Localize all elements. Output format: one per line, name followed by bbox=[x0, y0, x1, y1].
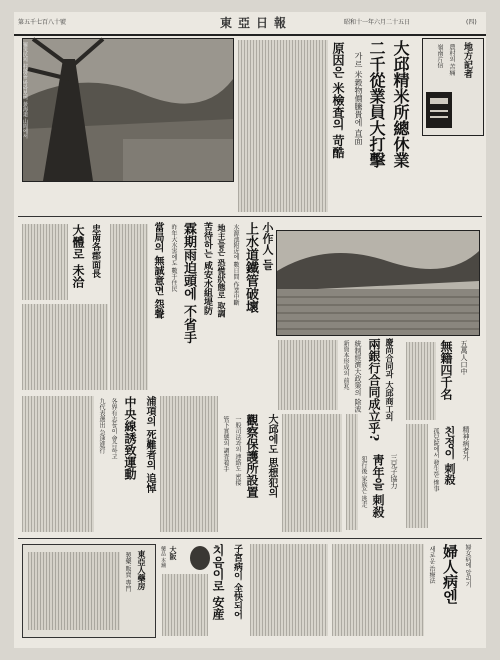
newspaper-title: 東亞日報 bbox=[220, 16, 293, 30]
thought-subhead: 一般司法과의 連絡도 密接 bbox=[234, 416, 241, 486]
thought-subhead-b: 管下實態의 調査着手 bbox=[222, 416, 229, 472]
thought-story-body bbox=[282, 414, 342, 532]
book-emblem bbox=[424, 90, 454, 130]
memorial-subhead: 各界有志들이 會合하고 bbox=[110, 398, 117, 460]
flood-headline-b: 霖期雨迫頭에 不省手 bbox=[181, 222, 196, 344]
women-subhead: 새로운 治療法 bbox=[428, 546, 435, 584]
mayor-headline-a: 忠南各郡面長 bbox=[90, 224, 100, 278]
page-marker: (四) bbox=[466, 19, 477, 26]
pregnant-side-text bbox=[162, 574, 208, 636]
women-headline-b: 婦人病엔 bbox=[441, 544, 459, 604]
pregnant-story-body bbox=[250, 544, 328, 636]
bank-subhead: 統制經濟大政策의 除波 bbox=[354, 340, 362, 413]
memorial-story-body bbox=[22, 396, 94, 532]
side-box-line-b: 嶺南片信 bbox=[436, 44, 443, 68]
masthead bbox=[14, 12, 486, 36]
fire-story-body bbox=[406, 342, 436, 420]
water-subhead-b: 地主들은 恐慌狀態로 取調 bbox=[217, 224, 227, 318]
ad-right-title: 大阪 bbox=[169, 546, 178, 560]
stab-headline-b: 靑年을 刺殺 bbox=[371, 454, 385, 519]
bank-story-body bbox=[278, 340, 338, 410]
thought-headline-b: 觀察保護所設置 bbox=[245, 414, 259, 498]
column-rule bbox=[18, 216, 482, 217]
women-story-body bbox=[332, 544, 424, 636]
flood-story-body bbox=[110, 224, 148, 390]
top-subhead-a: 가르 米穀物價騰貴에 直面 bbox=[354, 52, 363, 146]
top-subhead-b: 原因은 米檢査의 苛酷 bbox=[331, 42, 345, 159]
side-box-header: 地方記者 bbox=[462, 42, 472, 78]
water-subhead: 水源池附近에 數日間 作業中斷 bbox=[232, 224, 239, 306]
landscape-photo bbox=[22, 38, 234, 182]
bank-subhead-b: 新資本形成의 前兆 bbox=[342, 340, 349, 390]
top-headline-b: 二千從業員大打擊 bbox=[367, 40, 386, 168]
madman-headline-a: 精神病者가 bbox=[462, 426, 470, 461]
madman-subhead: 孤兒院에서 發生한 慘事 bbox=[432, 428, 439, 492]
memorial-subhead-b: 九代表選出 急速進行 bbox=[98, 398, 105, 454]
pregnant-headline-a: 子宮病이 全快되어 bbox=[232, 544, 242, 620]
date-line: 昭和十一年六月二十五日 bbox=[344, 19, 411, 26]
bank-headline-a: 慶尚合同과 大邱商工의 bbox=[385, 338, 395, 421]
lower-rule bbox=[18, 538, 482, 539]
newspaper-page bbox=[14, 12, 486, 648]
photo-caption: 罹災民의 村落을 바라보며 黃海道 山間에서 bbox=[22, 42, 28, 139]
flood-subhead-b: 當局의 無誠意면 怨聲 bbox=[152, 222, 163, 319]
mayor-story-body bbox=[22, 224, 68, 300]
madman-story-body bbox=[406, 424, 428, 528]
field-photo bbox=[276, 230, 480, 336]
memorial-headline-b: 中央線誘致運動 bbox=[123, 396, 137, 480]
top-story-body bbox=[238, 40, 328, 212]
women-headline-a: 婦女病에 알리기 bbox=[464, 544, 471, 588]
water-headline-b: 上水道鐵管破壞 bbox=[243, 222, 258, 313]
side-box-line-a: 農村의 苦痛 bbox=[448, 44, 455, 76]
water-headline-a: 小作人 들 bbox=[261, 222, 274, 270]
stab-headline-a: 三兄子協力 bbox=[390, 454, 398, 489]
bank-headline-b: 兩銀行合同成立乎? bbox=[367, 338, 381, 442]
ad-left-title: 東亞人藥房 bbox=[137, 550, 147, 590]
thought-headline-a: 大邱에도 思想犯의 bbox=[266, 414, 277, 498]
stab-story-body bbox=[346, 414, 358, 530]
flood-subhead: 昨年大水害에도 數千住民 bbox=[170, 224, 177, 292]
issue-number: 第五千七百八十號 bbox=[18, 19, 67, 26]
left-column-text bbox=[22, 304, 108, 390]
ad-right-line: 藥品 本舖 bbox=[160, 546, 166, 568]
fire-headline-b: 無籍四千名 bbox=[439, 340, 453, 400]
mayor-headline-b: 大體로 未洽 bbox=[71, 224, 85, 289]
center-column-text bbox=[160, 396, 218, 532]
ad-left-list bbox=[28, 552, 120, 630]
stab-subhead: 犯行後 家族은 逃走 bbox=[360, 456, 367, 508]
madman-headline-b: 친정이 刺殺 bbox=[443, 426, 456, 485]
top-headline-a: 大邱精米所總休業 bbox=[391, 40, 410, 168]
pregnant-headline-b: 치음이로 安産 bbox=[211, 544, 225, 621]
ad-left-line: 製藥 販賣 專門 bbox=[124, 552, 131, 592]
portrait-seal bbox=[190, 546, 210, 570]
flood-headline-a: 苦待하는 咸安水組堤防 bbox=[202, 222, 212, 316]
memorial-headline-a: 浦項의 死難者의 追悼 bbox=[144, 396, 155, 493]
fire-headline-a: 五萬人口中 bbox=[460, 340, 468, 375]
